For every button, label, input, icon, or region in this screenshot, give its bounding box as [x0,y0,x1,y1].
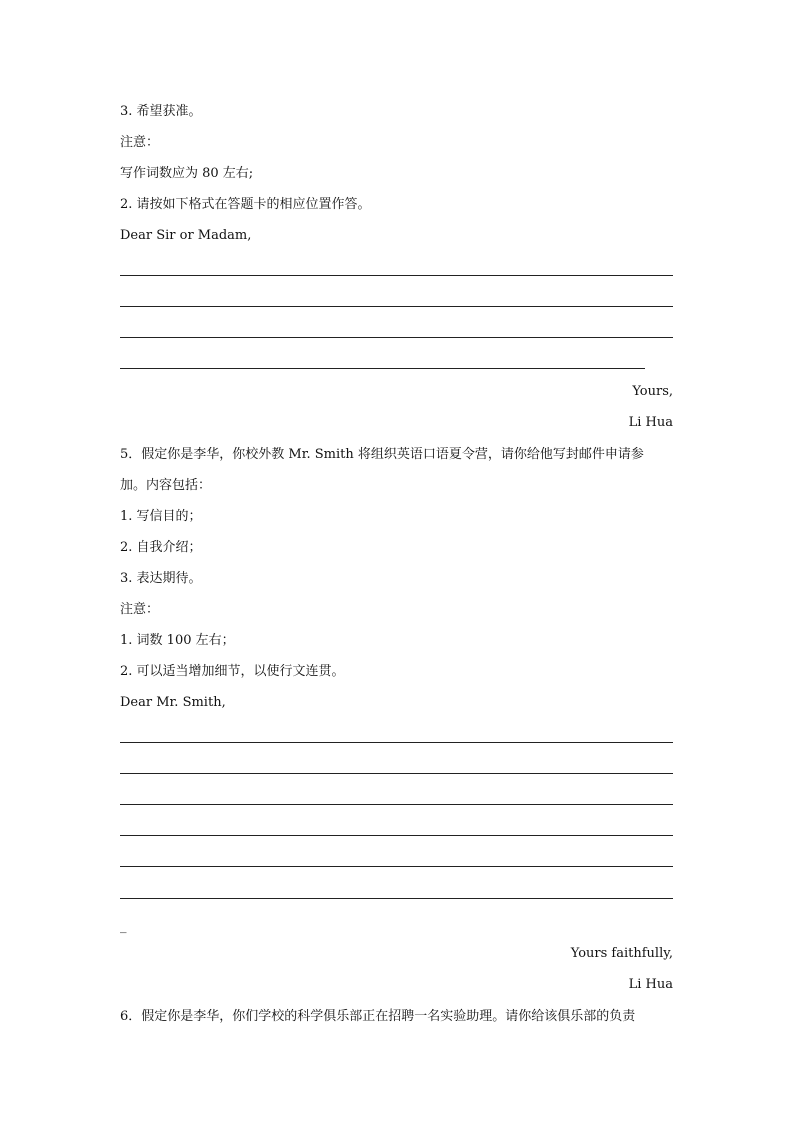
q5-prompt-line-2: 加。内容包括： [120,478,212,493]
q6-prompt-line-1: 6．假定你是李华，你们学校的科学俱乐部正在招聘一名实验助理。请你给该俱乐部的负责 [120,1009,636,1024]
q5-answer-line-6 [120,898,673,899]
q5-prompt-line-1: 5．假定你是李华，你校外教 Mr. Smith 将组织英语口语夏令营，请你给他写封邮件申请参 [120,447,644,462]
q5-requirement-1: 1. 写信目的； [120,509,202,524]
q4-answer-line-3 [120,337,673,338]
q4-note-1: 写作词数应为 80 左右; [120,166,254,181]
q5-answer-line-4 [120,835,673,836]
q5-signature: Li Hua [628,977,673,992]
q5-requirement-2: 2. 自我介绍； [120,540,202,555]
q4-closing: Yours, [632,384,673,399]
q5-note-1: 1. 词数 100 左右； [120,633,235,648]
q5-note-2: 2. 可以适当增加细节，以使行文连贯。 [120,664,345,679]
q5-answer-line-5 [120,866,673,867]
q4-answer-line-1 [120,275,673,276]
q5-salutation: Dear Mr. Smith, [120,695,226,710]
q4-requirement-3: 3. 希望获准。 [120,104,202,119]
q5-closing: Yours faithfully, [570,946,673,961]
q4-note-label: 注意： [120,135,160,150]
q4-salutation: Dear Sir or Madam, [120,228,252,243]
q5-stray-underscore: _ [120,919,127,934]
q5-note-label: 注意： [120,602,160,617]
q5-answer-line-2 [120,773,673,774]
q4-answer-line-4 [120,368,645,369]
q4-answer-line-2 [120,306,673,307]
q5-answer-line-3 [120,804,673,805]
q4-note-2: 2. 请按如下格式在答题卡的相应位置作答。 [120,197,371,212]
q5-requirement-3: 3. 表达期待。 [120,571,202,586]
q4-signature: Li Hua [628,415,673,430]
q5-answer-line-1 [120,742,673,743]
